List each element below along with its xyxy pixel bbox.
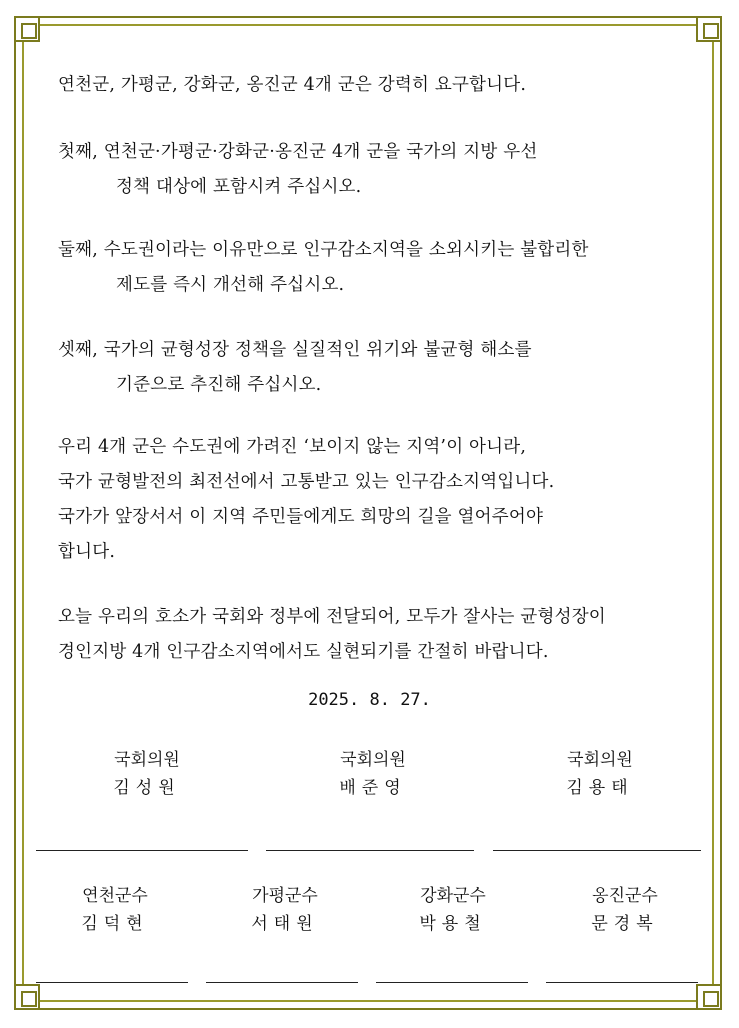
governor-signer <box>230 882 340 938</box>
demand-2-line-2: 제도를 즉시 개선해 주십시오. <box>116 275 345 295</box>
corner-ornament-bottom-left <box>14 984 40 1010</box>
intro-text: 연천군, 가평군, 강화군, 옹진군 4개 군은 강력히 요구합니다. <box>58 75 527 95</box>
signature-line <box>493 850 701 851</box>
signer-role: 가평군수 <box>252 886 318 906</box>
signer-name: 김덕현 <box>81 914 149 934</box>
lawmaker-signer <box>92 746 202 802</box>
demand-3-line-1: 셋째, 국가의 균형성장 정책을 실질적인 위기와 불균형 해소를 <box>58 340 532 360</box>
signer-role: 국회의원 <box>567 750 633 770</box>
closing-line: 경인지방 4개 인구감소지역에서도 실현되기를 간절히 바랍니다. <box>58 642 549 662</box>
governor-signer <box>570 882 680 938</box>
signer-role: 강화군수 <box>420 886 486 906</box>
demand-3 <box>58 333 688 403</box>
closing-line: 오늘 우리의 호소가 국회와 정부에 전달되어, 모두가 잘사는 균형성장이 <box>58 607 606 627</box>
governor-signer <box>60 882 170 938</box>
signer-role: 옹진군수 <box>592 886 658 906</box>
signature-line <box>36 982 188 983</box>
paragraph-line: 합니다. <box>58 542 116 562</box>
paragraph-line: 우리 4개 군은 수도권에 가려진 ‘보이지 않는 지역’이 아니라, <box>58 437 527 457</box>
paragraph-line: 국가가 앞장서서 이 지역 주민들에게도 희망의 길을 열어주어야 <box>58 507 544 527</box>
signer-name: 서태원 <box>251 914 319 934</box>
intro-statement <box>58 68 688 103</box>
signature-line <box>266 850 474 851</box>
paragraph-line: 국가 균형발전의 최전선에서 고통받고 있는 인구감소지역입니다. <box>58 472 555 492</box>
signer-role: 국회의원 <box>114 750 180 770</box>
governor-signer <box>398 882 508 938</box>
signer-role: 연천군수 <box>82 886 148 906</box>
demand-1 <box>58 135 688 205</box>
lawmaker-signer <box>545 746 655 802</box>
signer-name: 김용태 <box>566 778 634 798</box>
document-date: 2025. 8. 27. <box>308 690 431 710</box>
corner-ornament-top-left <box>14 16 40 42</box>
closing-paragraph <box>58 600 688 670</box>
signature-line <box>376 982 528 983</box>
signer-name: 문경복 <box>591 914 659 934</box>
corner-ornament-bottom-right <box>696 984 722 1010</box>
lawmaker-signer <box>318 746 428 802</box>
demand-2-line-1: 둘째, 수도권이라는 이유만으로 인구감소지역을 소외시키는 불합리한 <box>58 240 589 260</box>
corner-ornament-top-right <box>696 16 722 42</box>
signer-name: 박용철 <box>419 914 487 934</box>
demand-1-line-1: 첫째, 연천군·가평군·강화군·옹진군 4개 군을 국가의 지방 우선 <box>58 142 538 162</box>
signature-line <box>206 982 358 983</box>
demand-2 <box>58 233 688 303</box>
demand-3-line-2: 기준으로 추진해 주십시오. <box>116 375 322 395</box>
main-paragraph <box>58 430 688 570</box>
signature-line <box>546 982 698 983</box>
signer-role: 국회의원 <box>340 750 406 770</box>
signature-line <box>36 850 248 851</box>
demand-1-line-2: 정책 대상에 포함시켜 주십시오. <box>116 177 362 197</box>
signer-name: 배준영 <box>339 778 407 798</box>
signer-name: 김성원 <box>113 778 181 798</box>
